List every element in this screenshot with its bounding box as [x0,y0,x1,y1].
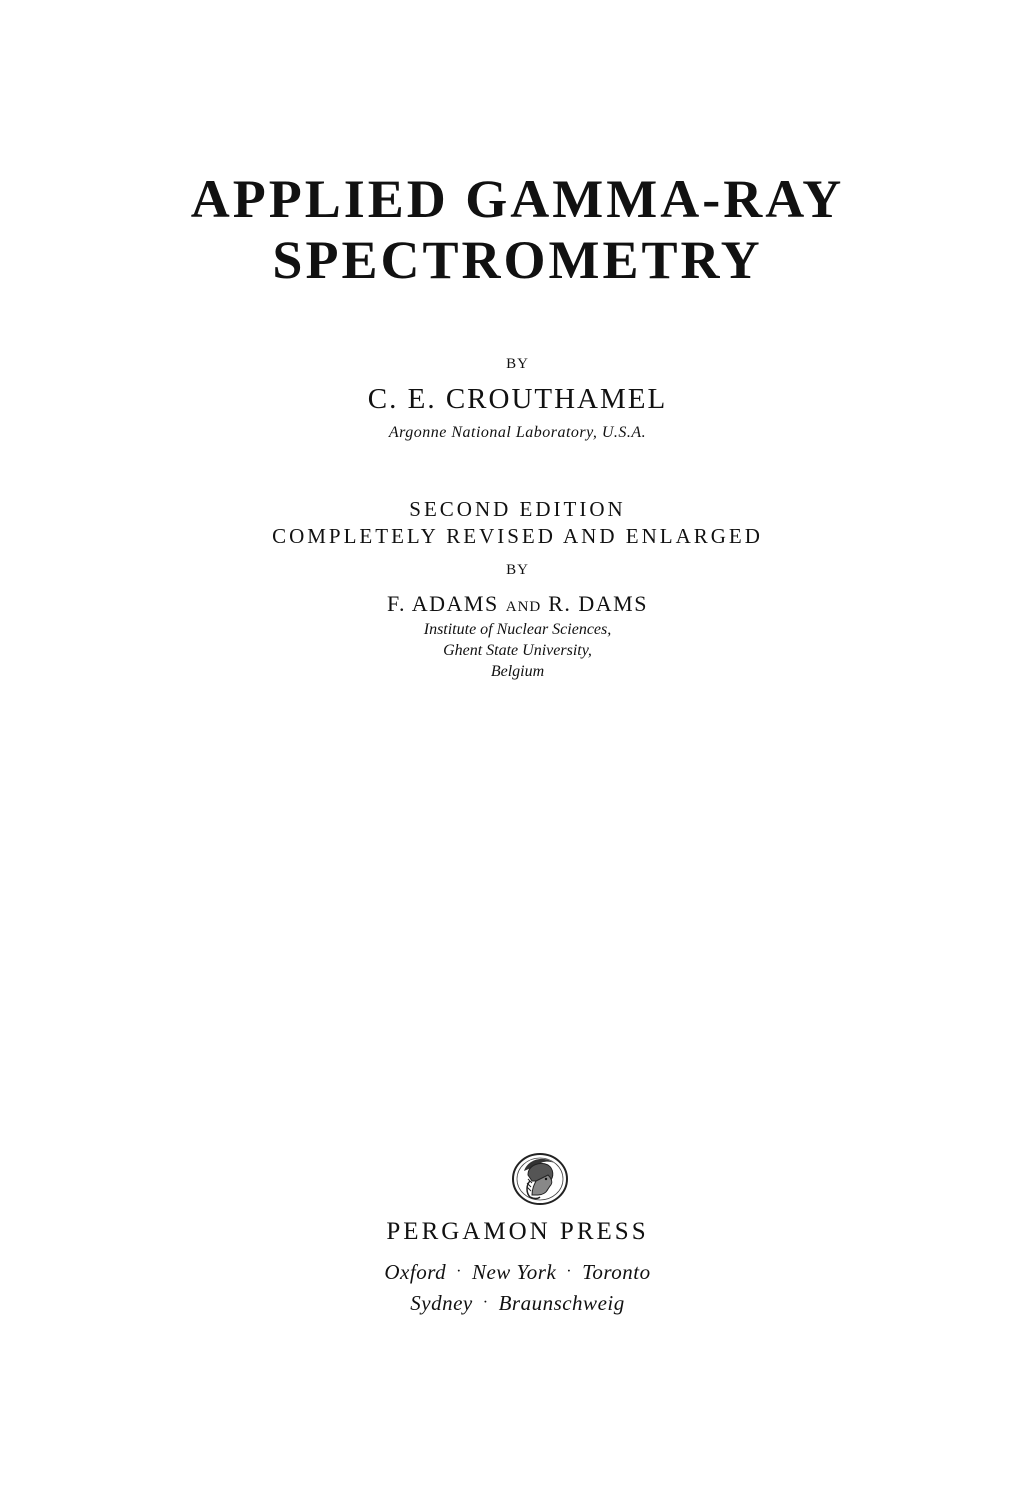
author-affiliation: Argonne National Laboratory, U.S.A. [388,424,647,441]
publisher-name: PERGAMON PRESS [386,1218,649,1245]
reviser-1: F. ADAMS [387,591,499,616]
by-label-1: BY [506,356,529,372]
revision-label: COMPLETELY REVISED AND ENLARGED [272,524,763,548]
revisers-line [0,591,1035,617]
city-braunschweig: Braunschweig [498,1291,625,1315]
and-conjunction: AND [505,599,542,615]
book-title-line-1: APPLIED GAMMA-RAY [190,169,845,229]
city-new-york: New York [471,1260,557,1284]
reviser-2: R. DAMS [548,591,648,616]
book-title-line-2: SPECTROMETRY [272,230,763,290]
separator-dot: · [566,1263,573,1280]
edition-label: SECOND EDITION [409,497,626,521]
author-name: C. E. CROUTHAMEL [367,383,668,415]
institution-line-3: Belgium [490,663,545,680]
separator-dot: · [456,1263,462,1280]
publisher-cities-line-2 [0,1291,1035,1316]
publisher-cities-line-1 [0,1260,1035,1285]
institution-line-2: Ghent State University, [443,642,592,659]
city-oxford: Oxford [384,1260,447,1284]
by-label-2: BY [506,562,529,578]
city-sydney: Sydney [410,1291,473,1315]
city-toronto: Toronto [582,1260,651,1284]
pergamon-logo-icon [510,1149,570,1209]
separator-dot: · [482,1294,489,1311]
institution-line-1: Institute of Nuclear Sciences, [423,621,612,638]
